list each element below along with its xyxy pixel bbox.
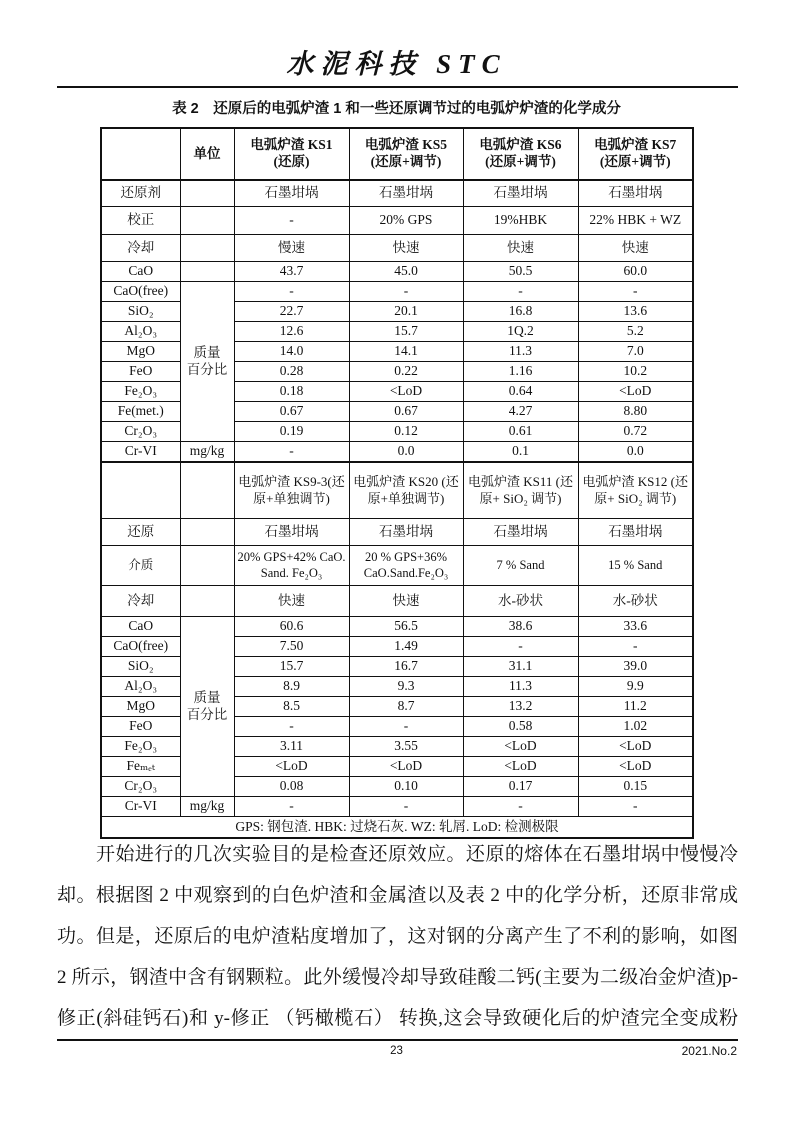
unit-mass-line1: 质量	[193, 344, 221, 360]
value-cell: 13.2	[463, 697, 578, 717]
value-cell: -	[463, 797, 578, 817]
value-cell: 石墨坩埚	[578, 519, 693, 546]
value-cell: 43.7	[234, 262, 349, 282]
value-cell: 石墨坩埚	[349, 519, 463, 546]
unit-cell	[180, 262, 234, 282]
value-cell: 0.0	[578, 442, 693, 463]
row-label-cell: Cr-VI	[101, 442, 180, 463]
unit-cell: mg/kg	[180, 442, 234, 463]
table-row	[101, 586, 693, 617]
row-label-cell: Cr₂O₃	[101, 422, 180, 442]
row-label-cell: Fe₂O₃	[101, 382, 180, 402]
table-row	[101, 546, 693, 586]
unit-cell	[180, 235, 234, 262]
column-header-sub: (还原+调节)	[599, 154, 671, 169]
value-cell: 0.18	[234, 382, 349, 402]
column-header-sub: (还原)	[273, 154, 310, 169]
value-cell: 石墨坩埚	[463, 180, 578, 207]
value-cell: 7.50	[234, 637, 349, 657]
value-cell: -	[349, 717, 463, 737]
row-label-cell: 冷却	[101, 235, 180, 262]
table-row	[101, 262, 693, 282]
row-label-cell: Fe₂O₃	[101, 737, 180, 757]
unit-cell	[180, 586, 234, 617]
value-cell: 1Q.2	[463, 322, 578, 342]
column-header-sub: (还原+调节)	[485, 154, 556, 169]
column-header-cell: 电弧炉渣 KS12 (还原+ SiO₂ 调节)	[578, 462, 693, 519]
value-cell: 20% GPS	[349, 207, 463, 235]
table-caption: 表 2 还原后的电弧炉渣 1 和一些还原调节过的电弧炉炉渣的化学成分	[172, 101, 621, 117]
value-cell: 14.1	[349, 342, 463, 362]
body-paragraph	[57, 834, 738, 1039]
row-label-cell: FeO	[101, 717, 180, 737]
value-cell: 13.6	[578, 302, 693, 322]
value-cell: 20.1	[349, 302, 463, 322]
value-cell: 快速	[234, 586, 349, 617]
row-label-cell: 冷却	[101, 586, 180, 617]
value-cell: <LoD	[578, 737, 693, 757]
value-cell: <LoD	[578, 757, 693, 777]
value-cell: <LoD	[234, 757, 349, 777]
value-cell: 0.19	[234, 422, 349, 442]
unit-header-cell: 单位	[180, 128, 234, 180]
value-cell: 3.55	[349, 737, 463, 757]
issue-label: 2021.No.2	[681, 1044, 737, 1058]
value-cell: 1.02	[578, 717, 693, 737]
value-cell: 20% GPS+42% CaO. Sand. Fe₂O₃	[234, 546, 349, 586]
value-cell: -	[349, 797, 463, 817]
value-cell: 11.2	[578, 697, 693, 717]
value-cell: 0.64	[463, 382, 578, 402]
row-label-cell: Al₂O₃	[101, 322, 180, 342]
unit-cell	[180, 546, 234, 586]
unit-mass-line1: 质量	[193, 689, 221, 705]
column-header-cell: 电弧炉渣 KS9-3(还原+单独调节)	[234, 462, 349, 519]
value-cell: 1.49	[349, 637, 463, 657]
value-cell: <LoD	[349, 757, 463, 777]
value-cell: 39.0	[578, 657, 693, 677]
table-row	[101, 180, 693, 207]
value-cell: 0.22	[349, 362, 463, 382]
value-cell: 60.0	[578, 262, 693, 282]
column-header-cell: 电弧炉渣 KS20 (还原+单独调节)	[349, 462, 463, 519]
row-label-cell: Fe(met.)	[101, 402, 180, 422]
value-cell: 3.11	[234, 737, 349, 757]
row-label-cell: Cr₂O₃	[101, 777, 180, 797]
row-label-cell: 校正	[101, 207, 180, 235]
row-label-cell: 还原剂	[101, 180, 180, 207]
value-cell: 0.1	[463, 442, 578, 463]
row-label-cell: 还原	[101, 519, 180, 546]
value-cell: 0.10	[349, 777, 463, 797]
table-row	[101, 442, 693, 463]
value-cell: 12.6	[234, 322, 349, 342]
value-cell: -	[234, 797, 349, 817]
value-cell: 快速	[578, 235, 693, 262]
value-cell: 22% HBK + WZ	[578, 207, 693, 235]
body-text-line: 功。但是，还原后的电炉渣粘度增加了，这对钢的分离产生了不利的影响，如图	[57, 926, 738, 947]
column-header-cell	[463, 128, 578, 180]
column-header-name: 电弧炉渣 KS7	[594, 137, 677, 153]
value-cell: 水-砂状	[463, 586, 578, 617]
value-cell: 0.67	[234, 402, 349, 422]
unit-cell	[180, 207, 234, 235]
journal-title: 水泥科技 STC	[286, 49, 507, 79]
value-cell: 石墨坩埚	[349, 180, 463, 207]
column-header-name: 电弧炉渣 KS6	[479, 137, 562, 153]
footer-rule	[57, 1039, 738, 1041]
value-cell: 0.61	[463, 422, 578, 442]
row-label-cell: Al₂O₃	[101, 677, 180, 697]
table-row	[101, 519, 693, 546]
value-cell: 16.8	[463, 302, 578, 322]
row-label-cell: CaO	[101, 262, 180, 282]
value-cell: 0.0	[349, 442, 463, 463]
value-cell: 0.17	[463, 777, 578, 797]
corner-cell	[101, 462, 180, 519]
body-text-line: 开始进行的几次实验目的是检查还原效应。还原的熔体在石墨坩埚中慢慢冷	[96, 844, 738, 865]
value-cell: 0.12	[349, 422, 463, 442]
value-cell: 石墨坩埚	[234, 180, 349, 207]
value-cell: 8.9	[234, 677, 349, 697]
value-cell: 20 % GPS+36% CaO.Sand.Fe₂O₃	[349, 546, 463, 586]
table-footnote: GPS: 钢包渣. HBK: 过烧石灰. WZ: 轧屑. LoD: 检测极限	[101, 817, 693, 839]
value-cell: 56.5	[349, 617, 463, 637]
value-cell: 33.6	[578, 617, 693, 637]
value-cell: 15.7	[234, 657, 349, 677]
value-cell: 15 % Sand	[578, 546, 693, 586]
value-cell: -	[234, 717, 349, 737]
row-label-cell: MgO	[101, 342, 180, 362]
row-label-cell: SiO₂	[101, 657, 180, 677]
row-label-cell: SiO₂	[101, 302, 180, 322]
value-cell: 16.7	[349, 657, 463, 677]
value-cell: 0.15	[578, 777, 693, 797]
value-cell: 8.5	[234, 697, 349, 717]
value-cell: -	[234, 282, 349, 302]
value-cell: 石墨坩埚	[578, 180, 693, 207]
value-cell: 石墨坩埚	[463, 519, 578, 546]
value-cell: 7.0	[578, 342, 693, 362]
unit-merged-cell	[180, 282, 234, 442]
body-text-line: 却。根据图 2 中观察到的白色炉渣和金属渣以及表 2 中的化学分析，还原非常成	[57, 885, 738, 906]
value-cell: 14.0	[234, 342, 349, 362]
value-cell: -	[578, 282, 693, 302]
value-cell: 0.72	[578, 422, 693, 442]
value-cell: -	[234, 442, 349, 463]
column-header-sub: (还原+调节)	[370, 154, 442, 169]
value-cell: -	[578, 637, 693, 657]
column-header-cell: 电弧炉渣 KS11 (还原+ SiO₂ 调节)	[463, 462, 578, 519]
table-row	[101, 128, 693, 180]
value-cell: -	[463, 282, 578, 302]
row-label-cell: Feₘₑₜ	[101, 757, 180, 777]
value-cell: 0.08	[234, 777, 349, 797]
table-row	[101, 235, 693, 262]
table-row	[101, 282, 693, 302]
value-cell: 0.58	[463, 717, 578, 737]
column-header-cell	[234, 128, 349, 180]
table-row	[101, 462, 693, 519]
unit-cell	[180, 180, 234, 207]
value-cell: -	[578, 797, 693, 817]
unit-mass-line2: 百分比	[186, 706, 228, 722]
value-cell: 19%HBK	[463, 207, 578, 235]
unit-mass-line2: 百分比	[186, 361, 228, 377]
column-header-cell	[349, 128, 463, 180]
row-label-cell: CaO(free)	[101, 637, 180, 657]
value-cell: 快速	[349, 235, 463, 262]
value-cell: 11.3	[463, 677, 578, 697]
body-text-line: 2 所示，钢渣中含有钢颗粒。此外缓慢冷却导致硅酸二钙(主要为二级冶金炉渣)p-	[57, 967, 738, 988]
value-cell: <LoD	[578, 382, 693, 402]
column-header-cell	[578, 128, 693, 180]
value-cell: 15.7	[349, 322, 463, 342]
header-rule	[57, 86, 738, 88]
value-cell: 22.7	[234, 302, 349, 322]
value-cell: 8.80	[578, 402, 693, 422]
column-header-name: 电弧炉渣 KS1	[250, 137, 333, 153]
unit-cell: mg/kg	[180, 797, 234, 817]
unit-merged-cell	[180, 617, 234, 797]
value-cell: 9.3	[349, 677, 463, 697]
page-number: 23	[390, 1045, 403, 1057]
value-cell: 1.16	[463, 362, 578, 382]
table-row	[101, 207, 693, 235]
value-cell: 60.6	[234, 617, 349, 637]
row-label-cell: FeO	[101, 362, 180, 382]
value-cell: 7 % Sand	[463, 546, 578, 586]
value-cell: 0.67	[349, 402, 463, 422]
unit-cell	[180, 519, 234, 546]
value-cell: 4.27	[463, 402, 578, 422]
value-cell: <LoD	[463, 757, 578, 777]
row-label-cell: CaO(free)	[101, 282, 180, 302]
unit-cell	[180, 462, 234, 519]
row-label-cell: MgO	[101, 697, 180, 717]
row-label-cell: CaO	[101, 617, 180, 637]
value-cell: 0.28	[234, 362, 349, 382]
value-cell: <LoD	[463, 737, 578, 757]
value-cell: 31.1	[463, 657, 578, 677]
chemical-composition-table	[100, 127, 694, 839]
row-label-cell: Cr-VI	[101, 797, 180, 817]
value-cell: 9.9	[578, 677, 693, 697]
table-row	[101, 617, 693, 637]
value-cell: 5.2	[578, 322, 693, 342]
value-cell: 水-砂状	[578, 586, 693, 617]
corner-cell	[101, 128, 180, 180]
table-row	[101, 797, 693, 817]
value-cell: 慢速	[234, 235, 349, 262]
value-cell: 45.0	[349, 262, 463, 282]
body-text-line: 修正(斜硅钙石)和 y-修正 （钙橄榄石） 转换,这会导致硬化后的炉渣完全变成粉	[57, 1008, 738, 1029]
value-cell: -	[234, 207, 349, 235]
column-header-name: 电弧炉渣 KS5	[364, 137, 448, 153]
value-cell: 10.2	[578, 362, 693, 382]
value-cell: 快速	[349, 586, 463, 617]
value-cell: 石墨坩埚	[234, 519, 349, 546]
value-cell: <LoD	[349, 382, 463, 402]
value-cell: 50.5	[463, 262, 578, 282]
value-cell: -	[349, 282, 463, 302]
value-cell: 快速	[463, 235, 578, 262]
value-cell: 38.6	[463, 617, 578, 637]
value-cell: 8.7	[349, 697, 463, 717]
row-label-cell: 介质	[101, 546, 180, 586]
value-cell: 11.3	[463, 342, 578, 362]
value-cell: -	[463, 637, 578, 657]
